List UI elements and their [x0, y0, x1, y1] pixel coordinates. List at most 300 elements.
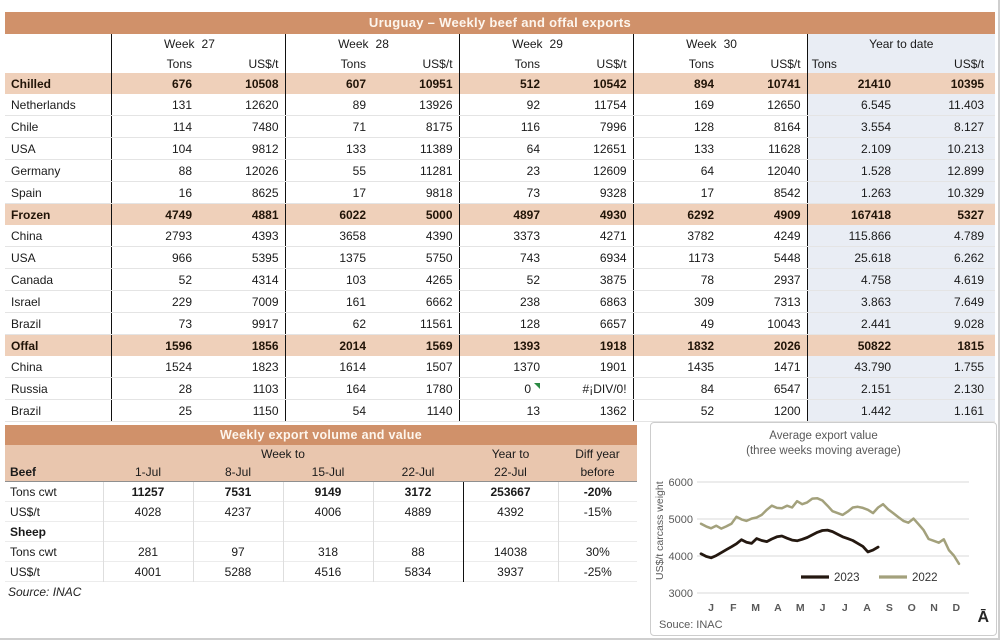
value-cell: 318: [283, 542, 373, 562]
value-cell: 5000: [372, 204, 459, 226]
table-row: [5, 138, 995, 160]
value-cell: 1832: [633, 335, 720, 357]
value-cell: 1471: [720, 356, 807, 378]
value-cell: 10.213: [907, 138, 995, 160]
value-cell: [103, 522, 193, 542]
value-cell: 1200: [720, 400, 807, 422]
value-cell: 115.866: [807, 225, 907, 247]
y-tick-label: 5000: [668, 514, 693, 526]
chart-subtitle: (three weeks moving average): [746, 445, 901, 457]
x-month-label: D: [952, 602, 961, 614]
value-cell: 3172: [373, 482, 463, 502]
value-cell: 167418: [807, 204, 907, 226]
a-macron-glyph: Ā: [977, 609, 989, 626]
value-cell: 4237: [193, 502, 283, 522]
beef-section-label: Beef: [5, 463, 103, 482]
value-cell: 253667: [463, 482, 558, 502]
value-cell: 10043: [720, 313, 807, 335]
value-cell: 10.329: [907, 182, 995, 204]
value-cell: 309: [633, 291, 720, 313]
value-cell: 5327: [907, 204, 995, 226]
value-cell: 12040: [720, 160, 807, 182]
row-label: US$/t: [10, 504, 41, 519]
ytd-usd-column-header: US$/t: [907, 54, 995, 73]
weekly-table-title: Weekly export volume and value: [5, 425, 637, 445]
empty-cell: [5, 445, 103, 463]
value-cell: 73: [111, 313, 198, 335]
value-cell: 1524: [111, 356, 198, 378]
ytd-date-header: 22-Jul: [463, 463, 558, 482]
main-table-body: [5, 73, 995, 422]
empty-cell: [5, 54, 111, 73]
value-cell: 607: [285, 73, 372, 94]
value-cell: 1140: [372, 400, 459, 422]
source-note: Source: INAC: [8, 585, 82, 599]
table-row: [5, 335, 995, 357]
value-cell: 164: [285, 378, 372, 400]
table-row: [5, 73, 995, 94]
value-cell: 92: [459, 94, 546, 116]
value-cell: 128: [459, 313, 546, 335]
value-cell: 1815: [907, 335, 995, 357]
value-cell: 28: [111, 378, 198, 400]
row-label: Brazil: [5, 313, 111, 335]
table-row: [5, 247, 995, 269]
value-cell: 4.758: [807, 269, 907, 291]
value-cell: 8625: [198, 182, 285, 204]
value-cell: 4909: [720, 204, 807, 226]
table-row: [5, 378, 995, 400]
value-cell: 88: [111, 160, 198, 182]
value-cell: 17: [285, 182, 372, 204]
value-cell: 1614: [285, 356, 372, 378]
value-cell: 114: [111, 116, 198, 138]
week-28-header: Week 28: [285, 34, 459, 54]
value-cell: 11754: [546, 94, 633, 116]
value-cell: 3782: [633, 225, 720, 247]
value-cell: 7.649: [907, 291, 995, 313]
value-cell: 1150: [198, 400, 285, 422]
value-cell: 25: [111, 400, 198, 422]
value-cell: [193, 522, 283, 542]
value-cell: 4.789: [907, 225, 995, 247]
value-cell: 4271: [546, 225, 633, 247]
value-cell: 4249: [720, 225, 807, 247]
week-29-header: Week 29: [459, 34, 633, 54]
value-cell: 4390: [372, 225, 459, 247]
value-cell: 21410: [807, 73, 907, 94]
value-cell: 4314: [198, 269, 285, 291]
table-row: [5, 204, 995, 226]
error-flag-icon: [534, 383, 540, 389]
value-cell: 2793: [111, 225, 198, 247]
value-cell: 676: [111, 73, 198, 94]
value-cell: 8.127: [907, 116, 995, 138]
value-cell: 5288: [193, 562, 283, 582]
row-label: China: [5, 225, 111, 247]
date-header: 22-Jul: [373, 463, 463, 482]
export-value-chart: [650, 422, 997, 636]
value-cell: [373, 522, 463, 542]
row-label: Germany: [5, 160, 111, 182]
row-label: Sheep: [10, 524, 47, 539]
week-30-header: Week 30: [633, 34, 807, 54]
x-month-label: N: [930, 602, 938, 614]
y-tick-label: 4000: [668, 551, 693, 563]
usd-column-header: US$/t: [546, 54, 633, 73]
value-cell: 10741: [720, 73, 807, 94]
value-cell: 52: [633, 400, 720, 422]
value-cell: 88: [373, 542, 463, 562]
table-row: [5, 269, 995, 291]
date-header: 1-Jul: [103, 463, 193, 482]
value-cell: 11257: [103, 482, 193, 502]
value-cell: 9812: [198, 138, 285, 160]
table-row: [5, 502, 637, 522]
value-cell: 4881: [198, 204, 285, 226]
value-cell: 9818: [372, 182, 459, 204]
value-cell: 11628: [720, 138, 807, 160]
value-cell: [463, 522, 558, 542]
value-cell: 64: [459, 138, 546, 160]
row-label: Brazil: [5, 400, 111, 422]
weekly-table-body: [5, 482, 637, 582]
table-row: [5, 160, 995, 182]
value-cell: 5750: [372, 247, 459, 269]
value-cell: 12651: [546, 138, 633, 160]
value-cell: 1.528: [807, 160, 907, 182]
value-cell: 133: [633, 138, 720, 160]
main-table-title: Uruguay – Weekly beef and offal exports: [5, 12, 995, 34]
value-cell: 2.441: [807, 313, 907, 335]
row-label: Frozen: [5, 204, 111, 226]
tons-column-header: Tons: [166, 56, 192, 71]
row-label: US$/t: [10, 564, 41, 579]
value-cell: 10395: [907, 73, 995, 94]
value-cell: 4.619: [907, 269, 995, 291]
value-cell: 23: [459, 160, 546, 182]
value-cell: 169: [633, 94, 720, 116]
value-cell: 43.790: [807, 356, 907, 378]
units-header-row: [5, 54, 995, 73]
value-cell: 2.130: [907, 378, 995, 400]
value-cell: 12026: [198, 160, 285, 182]
table-row: [5, 116, 995, 138]
value-cell: 55: [285, 160, 372, 182]
x-month-label: J: [841, 602, 848, 614]
value-cell: 10508: [198, 73, 285, 94]
value-cell: 1.263: [807, 182, 907, 204]
chart-y-axis-label: US$/t carcass weight: [654, 481, 666, 581]
week-header-row: [5, 34, 995, 54]
value-cell: 62: [285, 313, 372, 335]
value-cell: 133: [285, 138, 372, 160]
week-27-header: Week 27: [111, 34, 285, 54]
legend-label-2022: 2022: [912, 572, 938, 584]
x-month-label: A: [863, 602, 871, 614]
value-cell: 11561: [372, 313, 459, 335]
value-cell: 71: [285, 116, 372, 138]
value-cell: 6547: [720, 378, 807, 400]
value-cell: 9917: [198, 313, 285, 335]
value-cell: 10951: [372, 73, 459, 94]
table-row: [5, 400, 995, 422]
value-cell: 7009: [198, 291, 285, 313]
value-cell: 894: [633, 73, 720, 94]
value-cell: 17: [633, 182, 720, 204]
value-cell: 6662: [372, 291, 459, 313]
value-cell: 9.028: [907, 313, 995, 335]
value-cell: 12609: [546, 160, 633, 182]
value-cell: 8542: [720, 182, 807, 204]
value-cell: 3.863: [807, 291, 907, 313]
value-cell: 6292: [633, 204, 720, 226]
value-cell: 64: [633, 160, 720, 182]
y-tick-label: 3000: [668, 588, 693, 600]
ytd-tons-column-header: Tons: [807, 54, 907, 73]
x-month-label: M: [751, 602, 760, 614]
value-cell: 10542: [546, 73, 633, 94]
value-cell: 1901: [546, 356, 633, 378]
value-cell: #¡DIV/0!: [546, 378, 633, 400]
value-cell: 52: [111, 269, 198, 291]
value-cell: 161: [285, 291, 372, 313]
value-cell: 103: [285, 269, 372, 291]
value-cell: 14038: [463, 542, 558, 562]
value-cell: 3937: [463, 562, 558, 582]
week-to-header: Week to: [261, 447, 305, 461]
value-cell: 4889: [373, 502, 463, 522]
date-header: 15-Jul: [283, 463, 373, 482]
value-cell: 1.755: [907, 356, 995, 378]
row-label: Canada: [5, 269, 111, 291]
value-cell: 3658: [285, 225, 372, 247]
value-cell: 6934: [546, 247, 633, 269]
main-export-table: [5, 12, 995, 422]
value-cell: [558, 522, 637, 542]
value-cell: 78: [633, 269, 720, 291]
value-cell: 5395: [198, 247, 285, 269]
value-cell: 1.161: [907, 400, 995, 422]
row-label: USA: [5, 247, 111, 269]
value-cell: 9328: [546, 182, 633, 204]
table-row: [5, 313, 995, 335]
table-row: [5, 482, 637, 502]
main-table: [5, 34, 995, 422]
row-label: China: [5, 356, 111, 378]
value-cell: 128: [633, 116, 720, 138]
value-cell: [283, 522, 373, 542]
value-cell: 13: [459, 400, 546, 422]
value-cell: 7996: [546, 116, 633, 138]
value-cell: 4393: [198, 225, 285, 247]
value-cell: 6022: [285, 204, 372, 226]
value-cell: 1569: [372, 335, 459, 357]
year-to-header: Year to: [491, 447, 530, 461]
row-label: Russia: [5, 378, 111, 400]
table-row: [5, 542, 637, 562]
value-cell: 1823: [198, 356, 285, 378]
value-cell: 49: [633, 313, 720, 335]
usd-column-header: US$/t: [372, 54, 459, 73]
value-cell: 84: [633, 378, 720, 400]
value-cell: 1375: [285, 247, 372, 269]
value-cell: 3.554: [807, 116, 907, 138]
value-cell: 238: [459, 291, 546, 313]
before-header: before: [558, 463, 637, 482]
value-cell: 50822: [807, 335, 907, 357]
row-label: Israel: [5, 291, 111, 313]
value-cell: 4392: [463, 502, 558, 522]
value-cell: 4028: [103, 502, 193, 522]
value-cell: 1780: [372, 378, 459, 400]
y-tick-label: 6000: [668, 477, 693, 489]
weekly-table: [5, 445, 637, 582]
value-cell: 743: [459, 247, 546, 269]
value-cell: 6.262: [907, 247, 995, 269]
tons-column-header: Tons: [514, 56, 541, 71]
value-cell: 281: [103, 542, 193, 562]
table-row: [5, 291, 995, 313]
value-cell: 2.151: [807, 378, 907, 400]
value-cell: 4749: [111, 204, 198, 226]
row-label: Chilled: [5, 73, 111, 94]
row-label: Tons cwt: [10, 484, 57, 499]
corner-cell: [5, 34, 111, 54]
value-cell: 1103: [198, 378, 285, 400]
weekly-group-header-row: [5, 445, 637, 463]
value-cell: 131: [111, 94, 198, 116]
value-cell: 52: [459, 269, 546, 291]
tons-column-header: Tons: [340, 56, 367, 71]
value-cell: 1362: [546, 400, 633, 422]
date-header: 8-Jul: [193, 463, 283, 482]
value-cell: 4265: [372, 269, 459, 291]
row-label: Offal: [5, 335, 111, 357]
value-cell: 8164: [720, 116, 807, 138]
value-cell: 7480: [198, 116, 285, 138]
value-cell: 104: [111, 138, 198, 160]
value-cell: 1.442: [807, 400, 907, 422]
x-month-label: O: [907, 602, 916, 614]
value-cell: 12650: [720, 94, 807, 116]
value-cell: 12.899: [907, 160, 995, 182]
table-row: [5, 562, 637, 582]
value-cell: 966: [111, 247, 198, 269]
value-cell: 2026: [720, 335, 807, 357]
x-month-label: J: [708, 602, 714, 614]
x-month-label: F: [730, 602, 737, 614]
table-row: [5, 94, 995, 116]
chart-source-note: Souce: INAC: [659, 619, 723, 631]
value-cell: 73: [459, 182, 546, 204]
weekly-export-table: [5, 425, 637, 599]
value-cell: 4897: [459, 204, 546, 226]
value-cell: 229: [111, 291, 198, 313]
value-cell: 1507: [372, 356, 459, 378]
value-cell: 6657: [546, 313, 633, 335]
row-label: Chile: [5, 116, 111, 138]
value-cell: 1435: [633, 356, 720, 378]
value-cell: 12620: [198, 94, 285, 116]
value-cell: 4006: [283, 502, 373, 522]
value-cell: 11389: [372, 138, 459, 160]
row-label: USA: [5, 138, 111, 160]
row-label: Tons cwt: [10, 544, 57, 559]
value-cell: 2.109: [807, 138, 907, 160]
value-cell: 2937: [720, 269, 807, 291]
value-cell: 4930: [546, 204, 633, 226]
value-cell: 97: [193, 542, 283, 562]
value-cell: 11.403: [907, 94, 995, 116]
table-row: [5, 225, 995, 247]
value-cell: 89: [285, 94, 372, 116]
value-cell: 3875: [546, 269, 633, 291]
series-line-2023: [701, 530, 878, 558]
value-cell: 9149: [283, 482, 373, 502]
x-month-label: A: [774, 602, 782, 614]
chart-title: Average export value: [769, 430, 878, 442]
ytd-header: Year to date: [807, 34, 995, 54]
legend-label-2023: 2023: [834, 572, 860, 584]
value-cell: 512: [459, 73, 546, 94]
value-cell: 16: [111, 182, 198, 204]
value-cell: 3373: [459, 225, 546, 247]
value-cell: 1173: [633, 247, 720, 269]
table-row: [5, 356, 995, 378]
value-cell: 1370: [459, 356, 546, 378]
usd-column-header: US$/t: [720, 54, 807, 73]
value-cell: 5834: [373, 562, 463, 582]
value-cell: 4001: [103, 562, 193, 582]
chart-plot-area: [651, 459, 996, 621]
value-cell: 25.618: [807, 247, 907, 269]
value-cell: 1596: [111, 335, 198, 357]
value-cell: 6.545: [807, 94, 907, 116]
weekly-date-header-row: [5, 463, 637, 482]
value-cell: 11281: [372, 160, 459, 182]
value-cell: 1918: [546, 335, 633, 357]
value-cell: 0: [459, 378, 546, 400]
x-month-label: J: [819, 602, 826, 614]
usd-column-header: US$/t: [198, 54, 285, 73]
table-row: [5, 182, 995, 204]
value-cell: 2014: [285, 335, 372, 357]
value-cell: -25%: [558, 562, 637, 582]
value-cell: 30%: [558, 542, 637, 562]
row-label: Spain: [5, 182, 111, 204]
value-cell: 5448: [720, 247, 807, 269]
diff-year-header: Diff year: [575, 447, 620, 461]
x-month-label: S: [885, 602, 893, 614]
value-cell: -20%: [558, 482, 637, 502]
x-month-label: M: [795, 602, 805, 614]
value-cell: 54: [285, 400, 372, 422]
value-cell: 13926: [372, 94, 459, 116]
value-cell: 4516: [283, 562, 373, 582]
value-cell: -15%: [558, 502, 637, 522]
row-label: Netherlands: [5, 94, 111, 116]
value-cell: 7313: [720, 291, 807, 313]
value-cell: 6863: [546, 291, 633, 313]
value-cell: 7531: [193, 482, 283, 502]
table-row: [5, 522, 637, 542]
tons-column-header: Tons: [688, 56, 715, 71]
value-cell: 1856: [198, 335, 285, 357]
value-cell: 116: [459, 116, 546, 138]
value-cell: 1393: [459, 335, 546, 357]
value-cell: 8175: [372, 116, 459, 138]
